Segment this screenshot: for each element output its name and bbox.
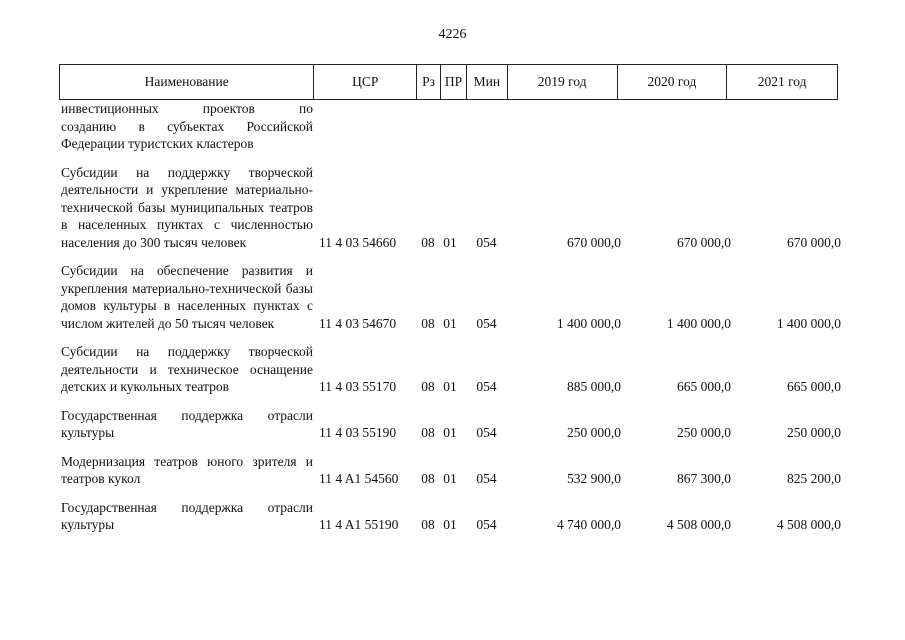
row-name-rest: созданию в субъектах Российской Федерации туристских кластеров <box>61 118 313 151</box>
row-2019: 885 000,0 <box>567 379 621 394</box>
row-2019: 1 400 000,0 <box>556 315 621 331</box>
header-rz: Рз <box>417 65 441 99</box>
row-2021: 665 000,0 <box>787 379 841 394</box>
row-2020: 250 000,0 <box>677 425 731 440</box>
row-2019: 670 000,0 <box>567 234 621 250</box>
page-number: 4226 <box>438 27 467 42</box>
row-min: 054 <box>476 471 497 486</box>
row-pr: 01 <box>443 379 457 394</box>
row-2020: 665 000,0 <box>677 379 731 394</box>
row-2021: 1 400 000,0 <box>776 315 841 331</box>
row-pr: 01 <box>443 315 457 331</box>
row-rz: 08 <box>421 471 435 486</box>
header-csr: ЦСР <box>314 65 417 99</box>
row-2020: 1 400 000,0 <box>666 315 731 331</box>
row-name: Модернизация театров юного зрителя и театров кукол <box>61 453 313 486</box>
header-2020: 2020 год <box>618 65 728 99</box>
row-rz: 08 <box>421 315 435 331</box>
header-2021: 2021 год <box>757 74 807 89</box>
row-csr: 11 4 03 55190 <box>319 425 397 440</box>
row-min: 054 <box>476 234 497 250</box>
row-pr: 01 <box>443 425 457 440</box>
row-2019: 4 740 000,0 <box>556 517 621 532</box>
row-min: 054 <box>476 379 497 394</box>
row-min: 054 <box>476 425 497 440</box>
row-name: Субсидии на поддержку творческой деятельности и техническое оснащение детских и кукольных театров <box>61 344 313 394</box>
row-2020: 4 508 000,0 <box>666 517 731 532</box>
row-name: Субсидии на обеспечение развития и укрепления материально-технической базы домов культуры в населенных пунктах с числом жителей до 50 тысяч человек <box>61 263 313 331</box>
row-2019: 250 000,0 <box>567 425 621 440</box>
table-row <box>59 262 841 332</box>
row-csr: 11 4 03 55170 <box>319 379 397 394</box>
row-pr: 01 <box>443 471 457 486</box>
table-row <box>59 499 841 534</box>
header-pr: ПР <box>441 65 467 99</box>
header-name: Наименование <box>60 65 314 99</box>
row-name: Государственная поддержка отрасли культуры <box>61 407 313 440</box>
table-row <box>59 100 841 153</box>
row-rz: 08 <box>421 425 435 440</box>
row-csr: 11 4 A1 55190 <box>319 517 399 532</box>
header-min: Мин <box>467 65 508 99</box>
table-body <box>59 100 841 534</box>
row-csr: 11 4 A1 54560 <box>319 471 399 486</box>
table-row <box>59 164 841 252</box>
row-min: 054 <box>476 517 497 532</box>
table-row <box>59 407 841 442</box>
table-row <box>59 453 841 488</box>
row-2019: 532 900,0 <box>567 471 621 486</box>
table-header <box>59 64 838 100</box>
row-name: Субсидии на поддержку творческой деятельности и укрепление материально-технической базы муниципальных театров в населенных пунктах с численностью населения до 300 тысяч человек <box>61 164 313 250</box>
row-2021: 670 000,0 <box>787 234 841 250</box>
row-csr: 11 4 03 54660 <box>319 234 397 250</box>
row-pr: 01 <box>443 517 457 532</box>
row-name: Государственная поддержка отрасли культуры <box>61 499 313 532</box>
row-2020: 867 300,0 <box>677 471 731 486</box>
row-name-line1: инвестиционных проектов по <box>61 101 313 116</box>
row-2020: 670 000,0 <box>677 234 731 250</box>
row-2021: 825 200,0 <box>787 471 841 486</box>
row-2021: 4 508 000,0 <box>776 517 841 532</box>
table-row <box>59 343 841 396</box>
row-name <box>59 100 313 153</box>
row-min: 054 <box>476 315 497 331</box>
row-2021: 250 000,0 <box>787 425 841 440</box>
row-pr: 01 <box>443 234 457 250</box>
row-csr: 11 4 03 54670 <box>319 315 397 331</box>
row-rz: 08 <box>421 234 435 250</box>
row-rz: 08 <box>421 379 435 394</box>
row-rz: 08 <box>421 517 435 532</box>
header-2019: 2019 год <box>508 65 618 99</box>
